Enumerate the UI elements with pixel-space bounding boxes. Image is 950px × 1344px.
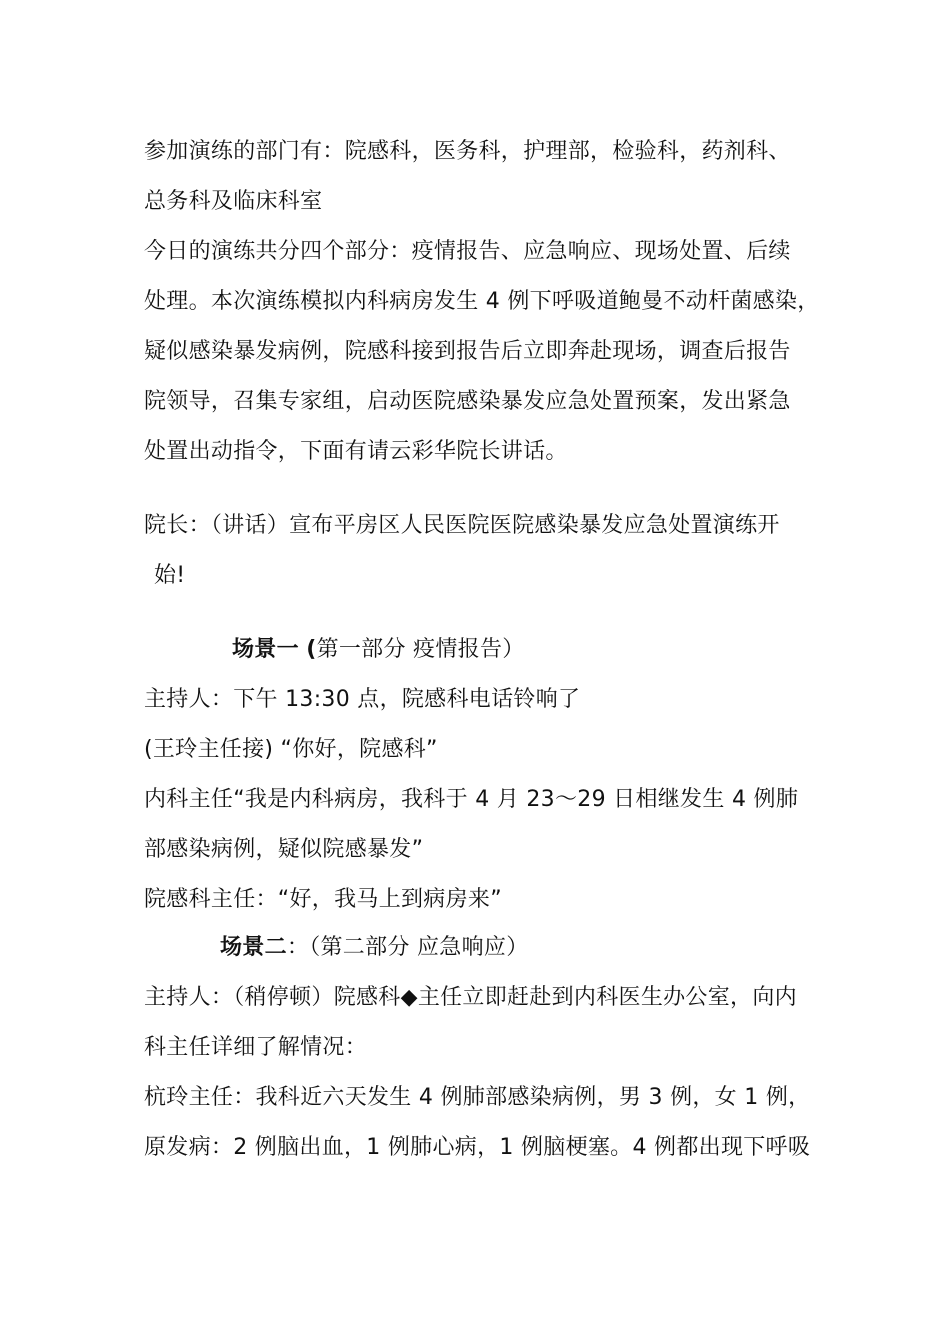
scene1-line-4: 部感染病例，疑似院感暴发” (144, 837, 424, 862)
intro-line-2: 总务科及临床科室 (144, 189, 323, 214)
scene1-line-5: 院感科主任：“好，我马上到病房来” (144, 887, 502, 912)
intro-line-7: 处置出动指令，下面有请云彩华院长讲话。 (144, 439, 568, 464)
scene2-line-1: 主持人：（稍停顿）院感科◆主任立即赶赴到内科医生办公室，向内 (144, 985, 797, 1010)
scene2-line-2: 科主任详细了解情况： (144, 1035, 368, 1060)
intro-line-6: 院领导，召集专家组，启动医院感染暴发应急处置预案，发出紧急 (144, 389, 791, 414)
intro-line-5: 疑似感染暴发病例，院感科接到报告后立即奔赴现场，调查后报告 (144, 339, 791, 364)
scene1-subtitle: 第一部分 疫情报告） (316, 637, 525, 662)
president-line-1: 院长：（讲话）宣布平房区人民医院医院感染暴发应急处置演练开 (144, 513, 780, 538)
scene1-line-1: 主持人：下午 13:30 点，院感科电话铃响了 (144, 687, 581, 712)
scene2-line-4: 原发病：2 例脑出血，1 例肺心病，1 例脑梗塞。4 例都出现下呼吸 (144, 1135, 811, 1160)
scene2-heading (220, 932, 529, 964)
intro-line-4: 处理。本次演练模拟内科病房发生 4 例下呼吸道鲍曼不动杆菌感染， (144, 289, 820, 314)
scene1-line-3: 内科主任“我是内科病房，我科于 4 月 23～29 日相继发生 4 例肺 (144, 787, 799, 812)
scene1-bracket: ( (306, 637, 317, 662)
intro-line-1: 参加演练的部门有：院感科，医务科，护理部，检验科，药剂科、 (144, 139, 791, 164)
president-line-2: 始! (154, 563, 186, 588)
scene1-title: 场景一 (232, 637, 299, 662)
scene2-line-3: 杭玲主任：我科近六天发生 4 例肺部感染病例，男 3 例，女 1 例， (144, 1085, 811, 1110)
scene2-title: 场景二 (220, 935, 287, 960)
intro-line-3: 今日的演练共分四个部分：疫情报告、应急响应、现场处置、后续 (144, 239, 791, 264)
scene1-line-2: (王玲主任接) “你好，院感科” (144, 737, 438, 762)
scene2-subtitle: ：（第二部分 应急响应） (286, 935, 529, 960)
scene1-heading (232, 634, 525, 666)
